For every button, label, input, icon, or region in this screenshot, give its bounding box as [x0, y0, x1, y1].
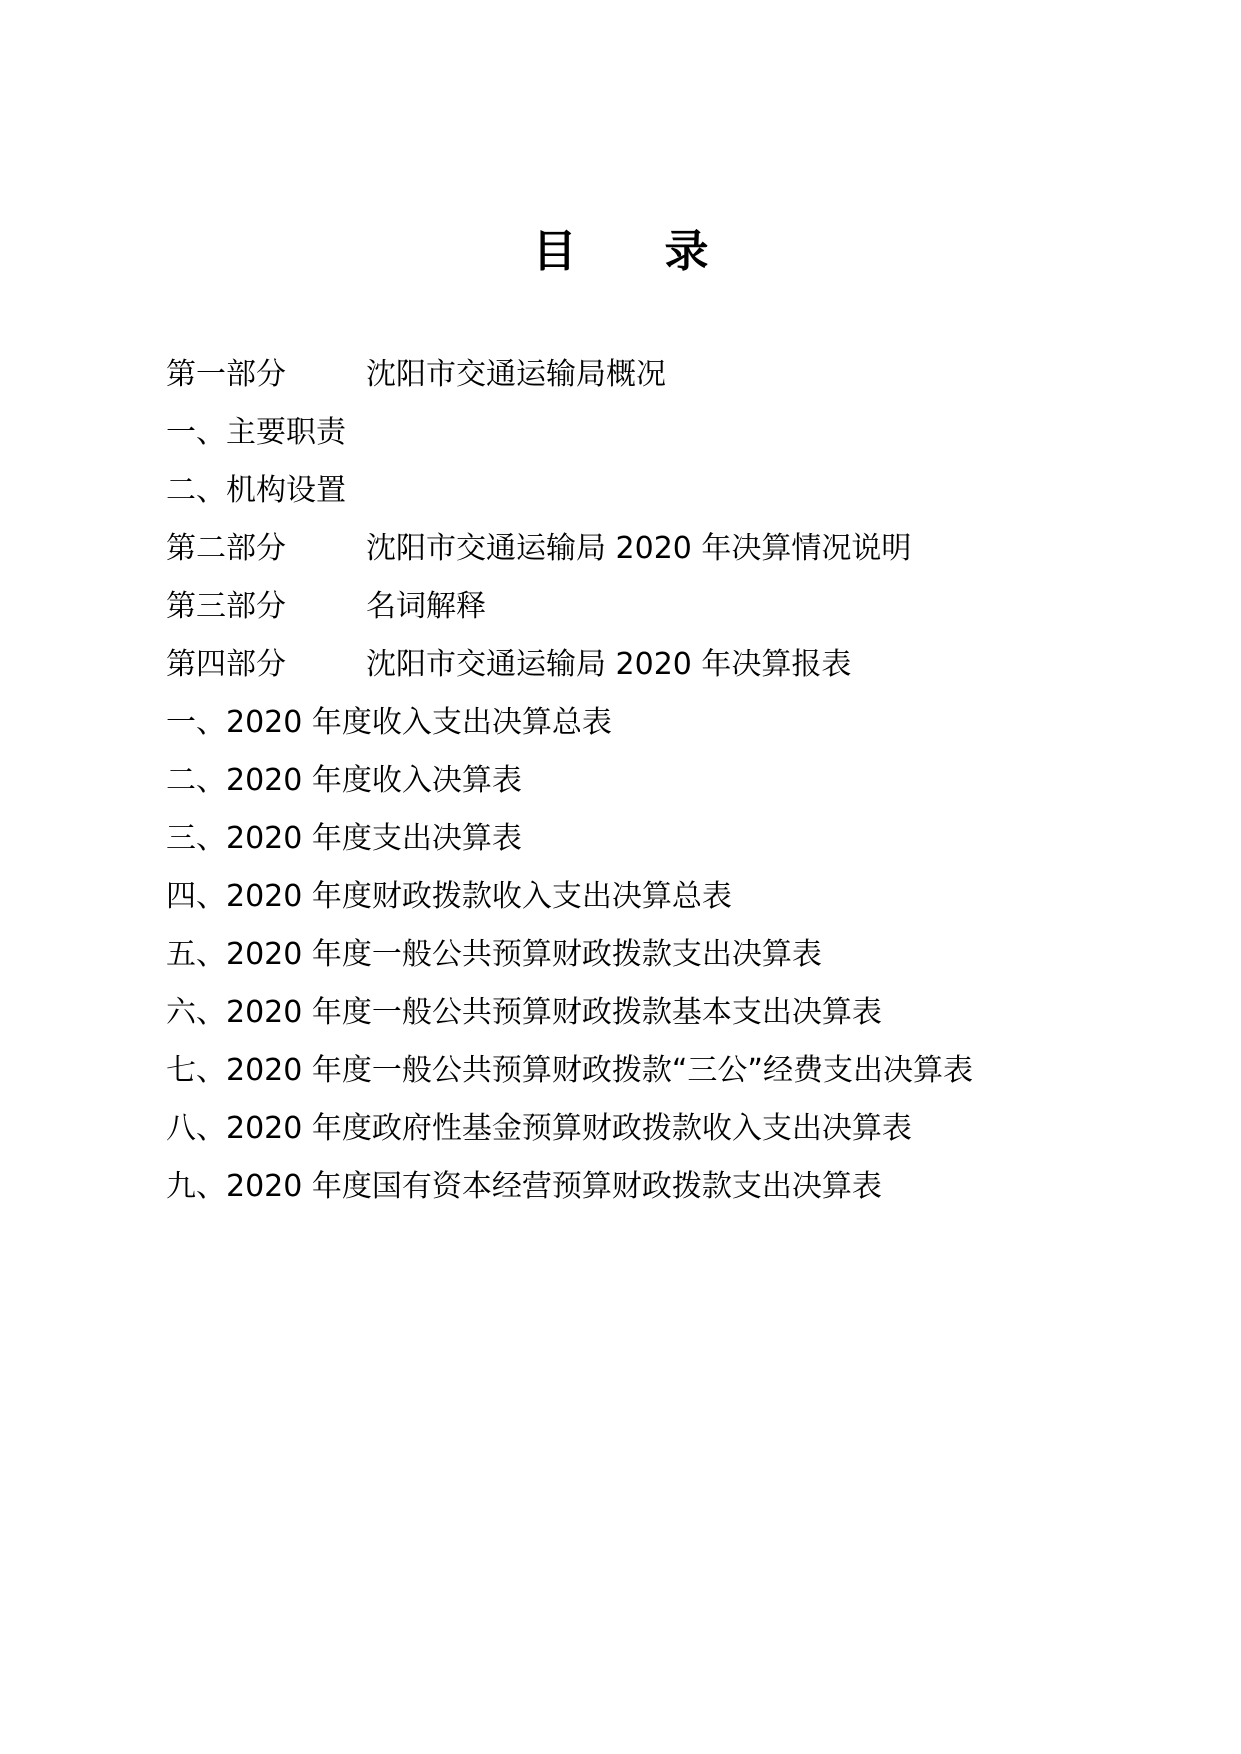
toc-part-4 — [166, 636, 1126, 694]
toc-item-main-duties: 一、主要职责 — [166, 415, 346, 450]
toc-part-3 — [166, 578, 1126, 636]
toc-part-title: 沈阳市交通运输局 2020 年决算报表 — [366, 647, 852, 682]
toc-item-table-3: 三、2020 年度支出决算表 — [166, 821, 522, 856]
toc-item-table-6: 六、2020 年度一般公共预算财政拨款基本支出决算表 — [166, 995, 882, 1030]
table-of-contents — [166, 346, 1126, 1216]
toc-part-2 — [166, 520, 1126, 578]
toc-item-table-4: 四、2020 年度财政拨款收入支出决算总表 — [166, 879, 732, 914]
page-title-char-1: 目 — [532, 226, 577, 277]
toc-item-table-8: 八、2020 年度政府性基金预算财政拨款收入支出决算表 — [166, 1111, 912, 1146]
toc-item-table-1: 一、2020 年度收入支出决算总表 — [166, 705, 612, 740]
toc-item-table-2: 二、2020 年度收入决算表 — [166, 763, 522, 798]
toc-part-label: 第一部分 — [166, 357, 286, 392]
toc-part-title: 沈阳市交通运输局 2020 年决算情况说明 — [366, 531, 912, 566]
toc-part-label: 第二部分 — [166, 531, 286, 566]
page-title-char-2: 录 — [664, 226, 709, 277]
toc-part-title: 名词解释 — [366, 589, 486, 624]
toc-item-org-structure: 二、机构设置 — [166, 473, 346, 508]
page-title — [0, 222, 1241, 282]
toc-part-label: 第四部分 — [166, 647, 286, 682]
toc-part-label: 第三部分 — [166, 589, 286, 624]
toc-part-title: 沈阳市交通运输局概况 — [366, 357, 666, 392]
toc-item-table-5: 五、2020 年度一般公共预算财政拨款支出决算表 — [166, 937, 822, 972]
toc-part-1 — [166, 346, 1126, 404]
toc-item-table-7: 七、2020 年度一般公共预算财政拨款“三公”经费支出决算表 — [166, 1053, 973, 1088]
toc-item-table-9: 九、2020 年度国有资本经营预算财政拨款支出决算表 — [166, 1169, 882, 1204]
